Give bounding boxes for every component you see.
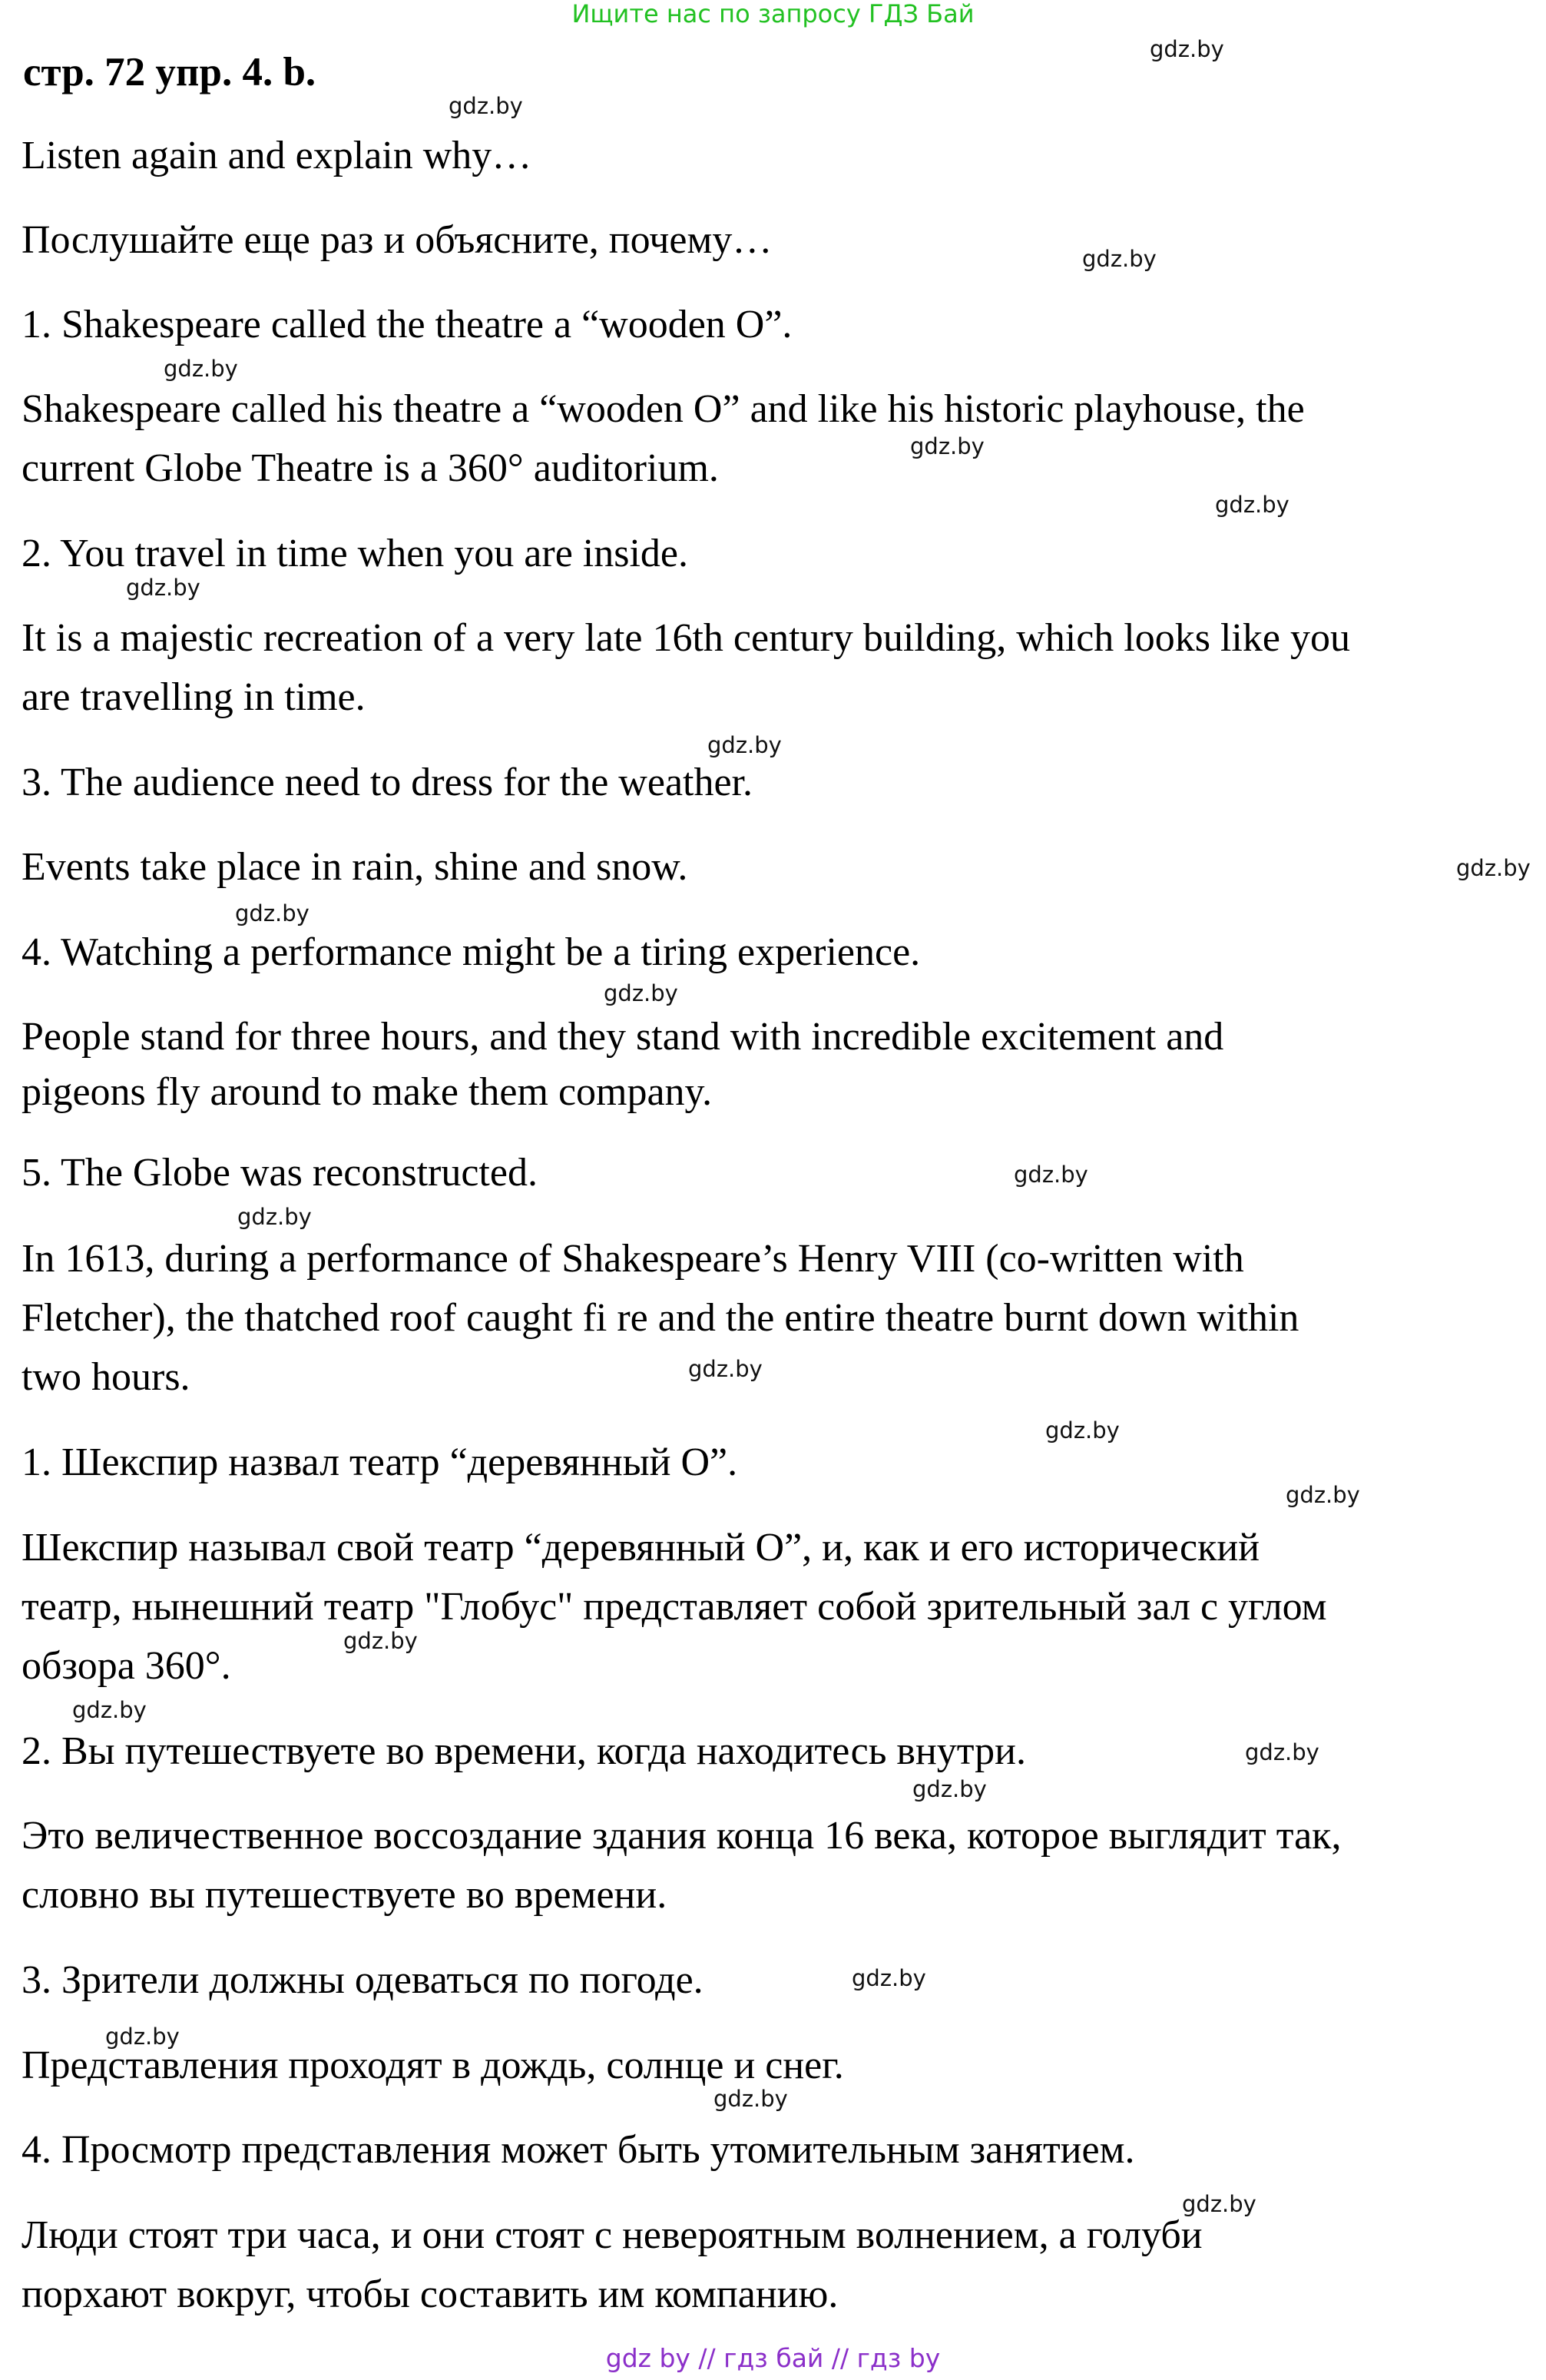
watermark: gdz.by xyxy=(164,356,238,382)
text-line: 2. Вы путешествуете во времени, когда находитесь внутри. xyxy=(22,1729,1026,1773)
watermark: gdz.by xyxy=(912,1776,987,1802)
watermark: gdz.by xyxy=(72,1697,147,1723)
watermark: gdz.by xyxy=(343,1628,418,1654)
text-line: 5. The Globe was reconstructed. xyxy=(22,1151,538,1195)
text-line: 4. Просмотр представления может быть утомительным занятием. xyxy=(22,2128,1135,2172)
text-line: Шекспир называл свой театр “деревянный О”, и, как и его исторический xyxy=(22,1526,1260,1570)
watermark: gdz.by xyxy=(237,1204,312,1230)
text-line: two hours. xyxy=(22,1355,190,1399)
text-line: pigeons fly around to make them company. xyxy=(22,1070,713,1114)
watermark: gdz.by xyxy=(707,732,782,758)
text-line: current Globe Theatre is a 360° auditorium. xyxy=(22,446,719,490)
page-title: стр. 72 упр. 4. b. xyxy=(23,50,316,94)
watermark: gdz.by xyxy=(1045,1417,1120,1444)
watermark: gdz.by xyxy=(1082,246,1157,272)
text-line: словно вы путешествуете во времени. xyxy=(22,1873,667,1917)
text-line: Shakespeare called his theatre a “wooden O” and like his historic playhouse, the xyxy=(22,387,1305,431)
watermark: gdz.by xyxy=(713,2086,788,2112)
text-line: 3. The audience need to dress for the weather. xyxy=(22,761,753,804)
text-line: 2. You travel in time when you are inside. xyxy=(22,532,688,575)
text-line: Это величественное воссоздание здания конца 16 века, которое выглядит так, xyxy=(22,1814,1342,1858)
watermark: gdz.by xyxy=(604,980,678,1006)
text-line: театр, нынешний театр "Глобус" представляет собой зрительный зал с углом xyxy=(22,1585,1327,1629)
watermark: gdz.by xyxy=(1456,855,1531,881)
search-banner: Ищите нас по запросу ГДЗ Бай xyxy=(571,0,975,28)
watermark: gdz.by xyxy=(1014,1162,1088,1188)
watermark: gdz.by xyxy=(1215,492,1289,518)
text-line: 1. Шекспир назвал театр “деревянный О”. xyxy=(22,1440,738,1484)
text-line: 4. Watching a performance might be a tiring experience. xyxy=(22,930,921,974)
text-line: It is a majestic recreation of a very late 16th century building, which looks like you xyxy=(22,616,1350,660)
text-line: Fletcher), the thatched roof caught fi re and the entire theatre burnt down within xyxy=(22,1296,1299,1340)
text-line: Представления проходят в дождь, солнце и снег. xyxy=(22,2044,844,2087)
text-line: People stand for three hours, and they stand with incredible excitement and xyxy=(22,1015,1224,1059)
text-line: порхают вокруг, чтобы составить им компанию. xyxy=(22,2272,839,2316)
text-line: Послушайте еще раз и объясните, почему… xyxy=(22,218,773,262)
watermark: gdz.by xyxy=(1150,36,1224,62)
watermark: gdz.by xyxy=(1245,1739,1319,1765)
text-line: 1. Shakespeare called the theatre a “wooden O”. xyxy=(22,303,793,346)
text-line: Listen again and explain why… xyxy=(22,134,532,177)
watermark: gdz.by xyxy=(1182,2191,1256,2217)
text-line: обзора 360°. xyxy=(22,1644,231,1688)
watermark: gdz.by xyxy=(688,1356,763,1382)
text-line: are travelling in time. xyxy=(22,675,366,719)
text-line: In 1613, during a performance of Shakespeare’s Henry VIII (co-written with xyxy=(22,1237,1244,1281)
watermark: gdz.by xyxy=(910,433,985,459)
text-line: Люди стоят три часа, и они стоят с невероятным волнением, а голуби xyxy=(22,2213,1203,2257)
watermark: gdz.by xyxy=(235,900,310,926)
watermark: gdz.by xyxy=(1286,1482,1360,1508)
text-line: Events take place in rain, shine and snow. xyxy=(22,845,688,889)
text-line: 3. Зрители должны одеваться по погоде. xyxy=(22,1958,703,2002)
footer-links[interactable]: gdz by // гдз бай // гдз by xyxy=(605,2343,941,2373)
watermark: gdz.by xyxy=(852,1965,926,1991)
watermark: gdz.by xyxy=(105,2024,180,2050)
watermark: gdz.by xyxy=(126,575,200,601)
watermark: gdz.by xyxy=(449,93,523,119)
